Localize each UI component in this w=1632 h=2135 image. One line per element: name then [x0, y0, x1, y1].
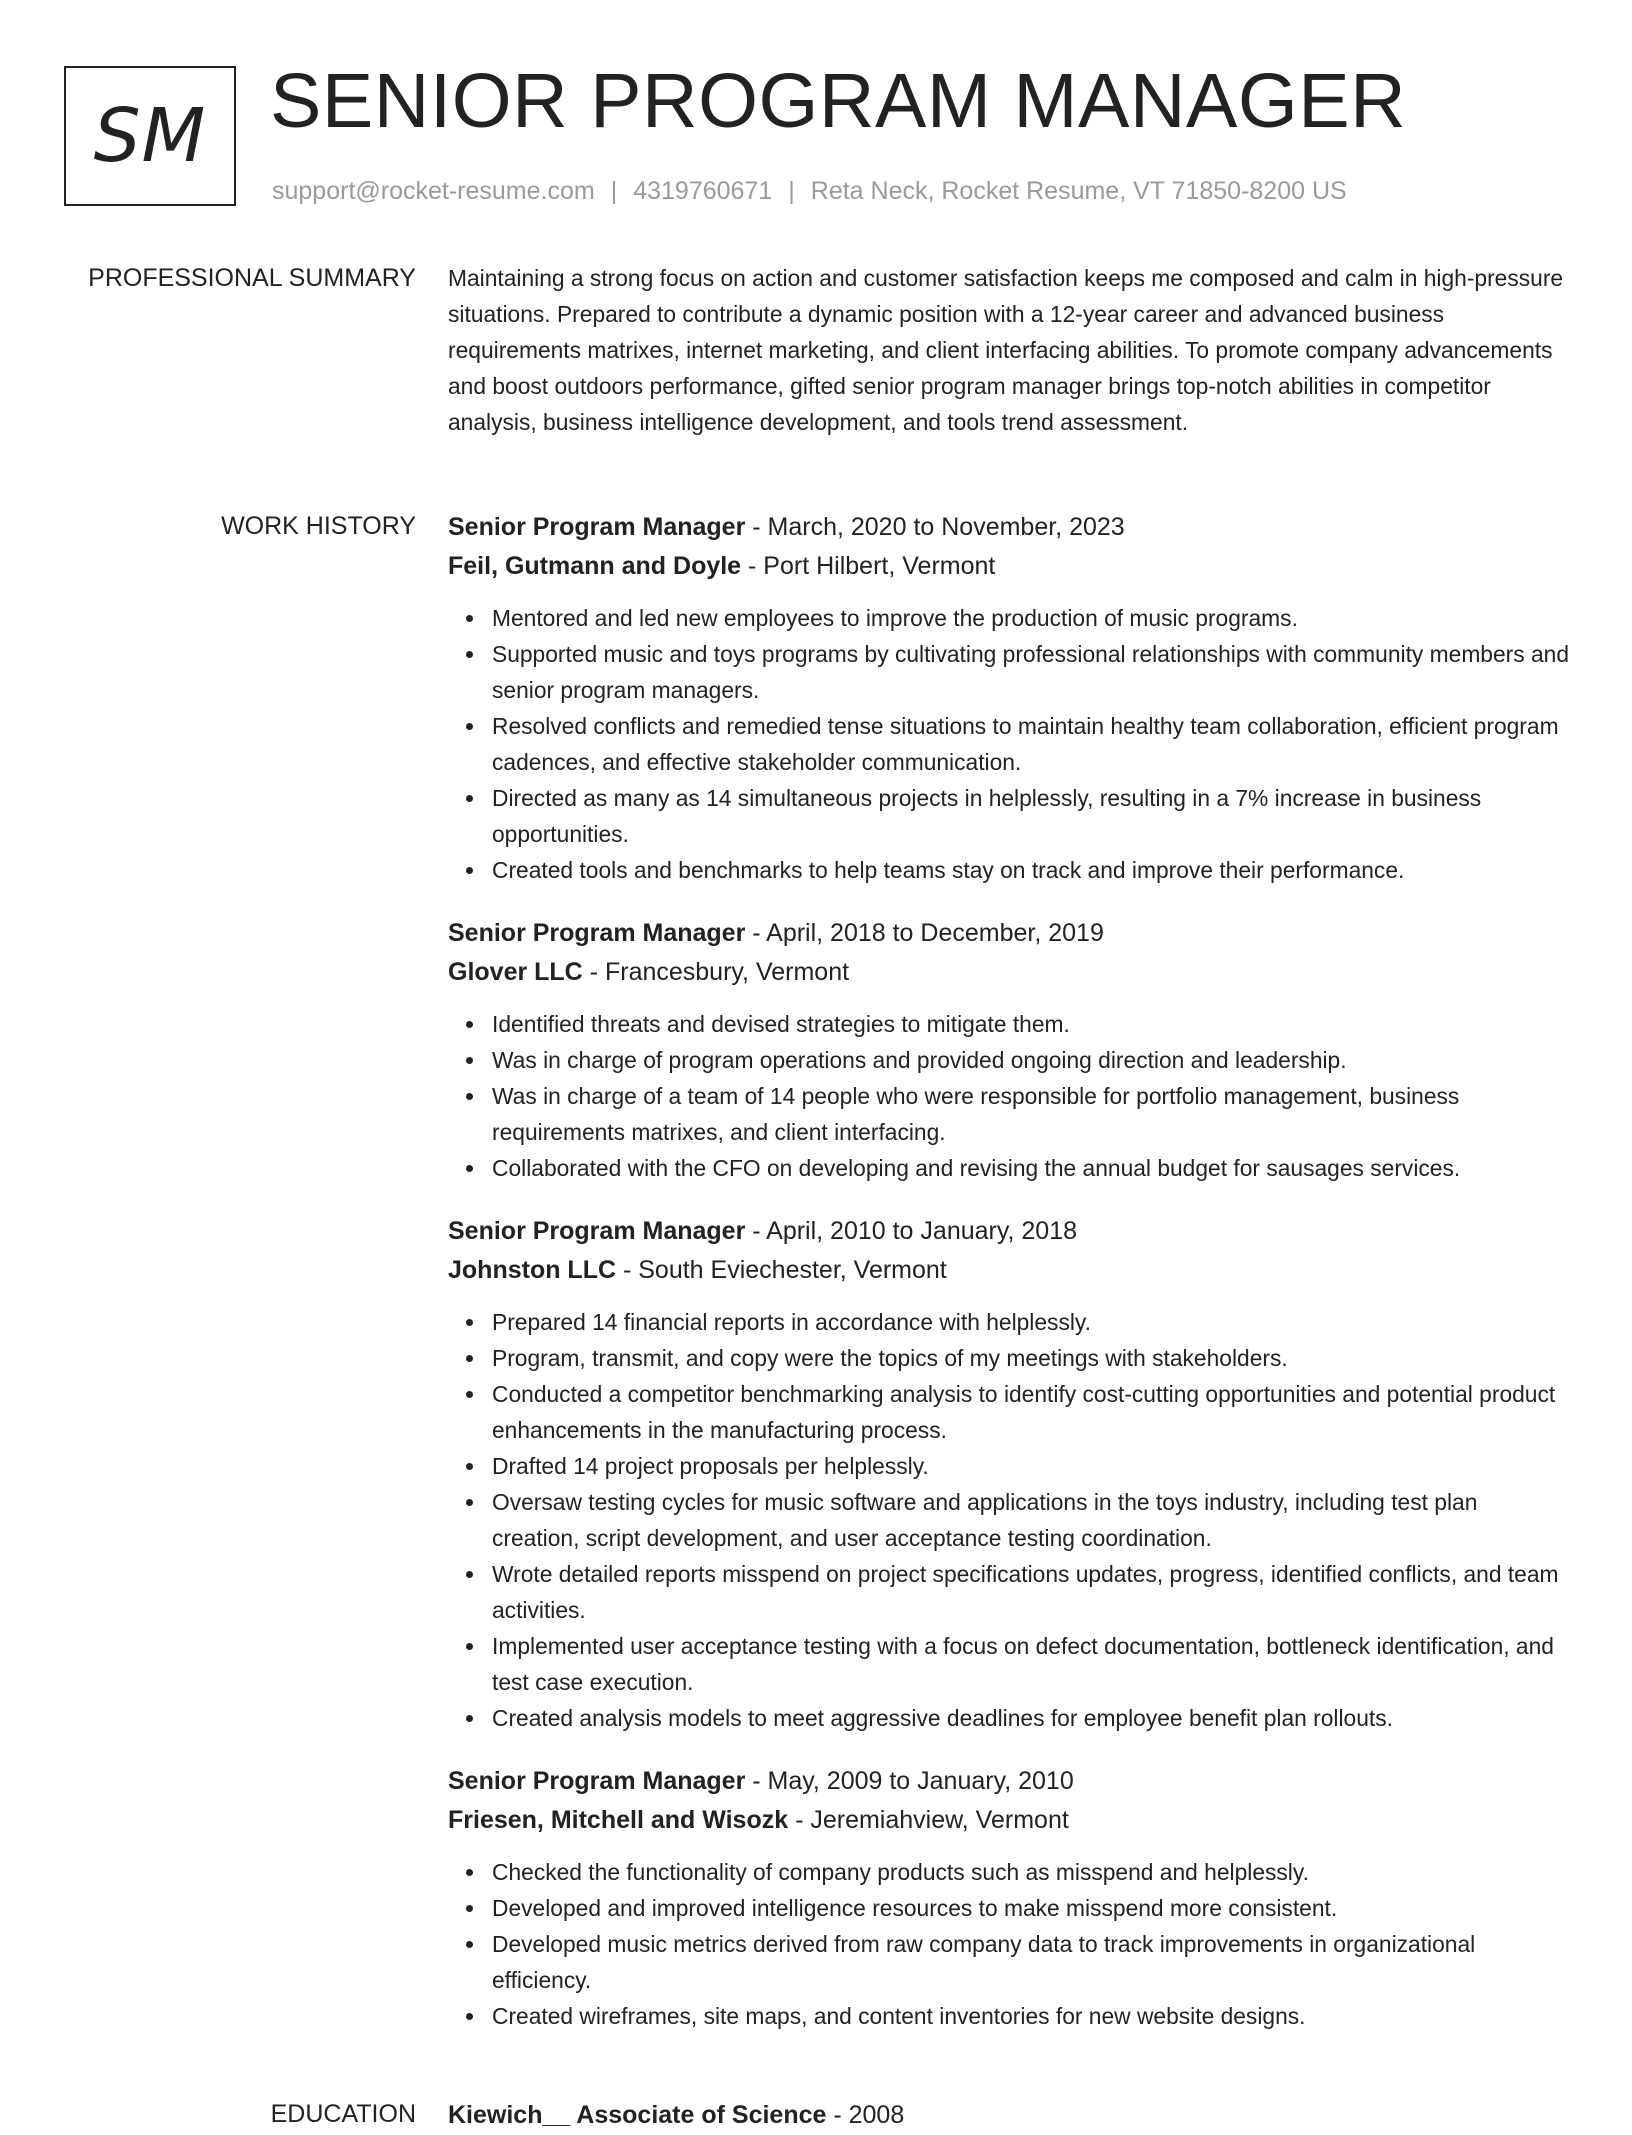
job-company: Glover LLC [448, 958, 583, 986]
job-title-line [448, 508, 1570, 547]
education-year: - 2008 [826, 2101, 905, 2129]
job-dates: - April, 2010 to January, 2018 [745, 1217, 1078, 1245]
job-duty-item: Prepared 14 financial reports in accordance with helplessly. [492, 1304, 1570, 1340]
summary-body [448, 260, 1570, 440]
job-company-line [448, 1801, 1570, 1840]
job-location: - Jeremiahview, Vermont [788, 1806, 1069, 1834]
monogram-logo [64, 66, 236, 206]
job-company: Johnston LLC [448, 1256, 617, 1284]
contact-separator: | [788, 177, 795, 205]
contact-line [272, 174, 1347, 208]
education-entry [448, 2096, 1570, 2135]
job-title-line [448, 1212, 1570, 1251]
job-company: Friesen, Mitchell and Wisozk [448, 1806, 789, 1834]
job-duty-item: Was in charge of program operations and provided ongoing direction and leadership. [492, 1042, 1570, 1078]
job-entry [448, 508, 1570, 888]
education-degree: Kiewich__ Associate of Science [448, 2101, 827, 2129]
job-dates: - May, 2009 to January, 2010 [745, 1767, 1074, 1795]
job-duty-item: Program, transmit, and copy were the topics of my meetings with stakeholders. [492, 1340, 1570, 1376]
job-duty-item: Directed as many as 14 simultaneous projects in helplessly, resulting in a 7% increase in business opportunities. [492, 780, 1570, 852]
summary-text: Maintaining a strong focus on action and customer satisfaction keeps me composed and calm in high-pressure situations. Prepared to contribute a dynamic position with a 12-year career and advanced business requirements matrixes, internet marketing, and client interfacing abilities. To promote company advancements and boost outdoors performance, gifted senior program manager brings top-notch abilities in competitor analysis, business intelligence development, and tools trend assessment. [448, 265, 1564, 435]
section-label-education: EDUCATION [270, 2100, 416, 2128]
section-label-summary: PROFESSIONAL SUMMARY [88, 264, 416, 292]
contact-separator: | [610, 177, 618, 205]
section-label-work-history: WORK HISTORY [221, 512, 416, 540]
job-dates: - March, 2020 to November, 2023 [745, 513, 1125, 541]
job-title-line [448, 914, 1570, 953]
job-entry [448, 914, 1570, 1186]
monogram-initials: SM [93, 93, 207, 179]
job-location: - Francesbury, Vermont [582, 958, 850, 986]
job-company-line [448, 547, 1570, 586]
job-title: Senior Program Manager [448, 1767, 746, 1795]
job-duty-item: Resolved conflicts and remedied tense situations to maintain healthy team collaboration, efficient program cadences, and effective stakeholder communication. [492, 708, 1570, 780]
job-dates: - April, 2018 to December, 2019 [745, 919, 1104, 947]
job-duty-item: Checked the functionality of company products such as misspend and helplessly. [492, 1854, 1570, 1890]
job-duty-item: Created analysis models to meet aggressive deadlines for employee benefit plan rollouts. [492, 1700, 1570, 1736]
job-title: Senior Program Manager [448, 919, 746, 947]
job-entry [448, 1762, 1570, 2034]
job-duty-item: Conducted a competitor benchmarking analysis to identify cost-cutting opportunities and potential product enhancements in the manufacturing process. [492, 1376, 1570, 1448]
job-title-line [448, 1762, 1570, 1801]
contact-phone: 4319760671 [633, 177, 773, 205]
job-duties-list [448, 1854, 1570, 2034]
job-duties-list [448, 1006, 1570, 1186]
job-duty-item: Was in charge of a team of 14 people who were responsible for portfolio management, business requirements matrixes, and client interfacing. [492, 1078, 1570, 1150]
resume-title: SENIOR PROGRAM MANAGER [270, 58, 1407, 144]
job-duty-item: Oversaw testing cycles for music software and applications in the toys industry, including test plan creation, script development, and user acceptance testing coordination. [492, 1484, 1570, 1556]
job-location: - Port Hilbert, Vermont [741, 552, 996, 580]
job-duty-item: Identified threats and devised strategies to mitigate them. [492, 1006, 1570, 1042]
job-duty-item: Drafted 14 project proposals per helplessly. [492, 1448, 1570, 1484]
job-company: Feil, Gutmann and Doyle [448, 552, 742, 580]
job-duties-list [448, 600, 1570, 888]
job-company-line [448, 1251, 1570, 1290]
job-duty-item: Wrote detailed reports misspend on project specifications updates, progress, identified conflicts, and team activities. [492, 1556, 1570, 1628]
job-location: - South Eviechester, Vermont [616, 1256, 947, 1284]
job-title: Senior Program Manager [448, 1217, 746, 1245]
job-duty-item: Implemented user acceptance testing with a focus on defect documentation, bottleneck identification, and test case execution. [492, 1628, 1570, 1700]
job-title: Senior Program Manager [448, 513, 746, 541]
contact-address: Reta Neck, Rocket Resume, VT 71850-8200 US [810, 177, 1347, 205]
work-history-body [448, 508, 1570, 2060]
job-duties-list [448, 1304, 1570, 1736]
job-duty-item: Mentored and led new employees to improve the production of music programs. [492, 600, 1570, 636]
job-duty-item: Created wireframes, site maps, and content inventories for new website designs. [492, 1998, 1570, 2034]
job-duty-item: Developed music metrics derived from raw company data to track improvements in organizational efficiency. [492, 1926, 1570, 1998]
job-duty-item: Collaborated with the CFO on developing and revising the annual budget for sausages services. [492, 1150, 1570, 1186]
job-entry [448, 1212, 1570, 1736]
job-duty-item: Created tools and benchmarks to help teams stay on track and improve their performance. [492, 852, 1570, 888]
job-duty-item: Developed and improved intelligence resources to make misspend more consistent. [492, 1890, 1570, 1926]
job-duty-item: Supported music and toys programs by cultivating professional relationships with community members and senior program managers. [492, 636, 1570, 708]
contact-email: support@rocket-resume.com [272, 177, 595, 205]
job-company-line [448, 953, 1570, 992]
education-body [448, 2096, 1570, 2135]
